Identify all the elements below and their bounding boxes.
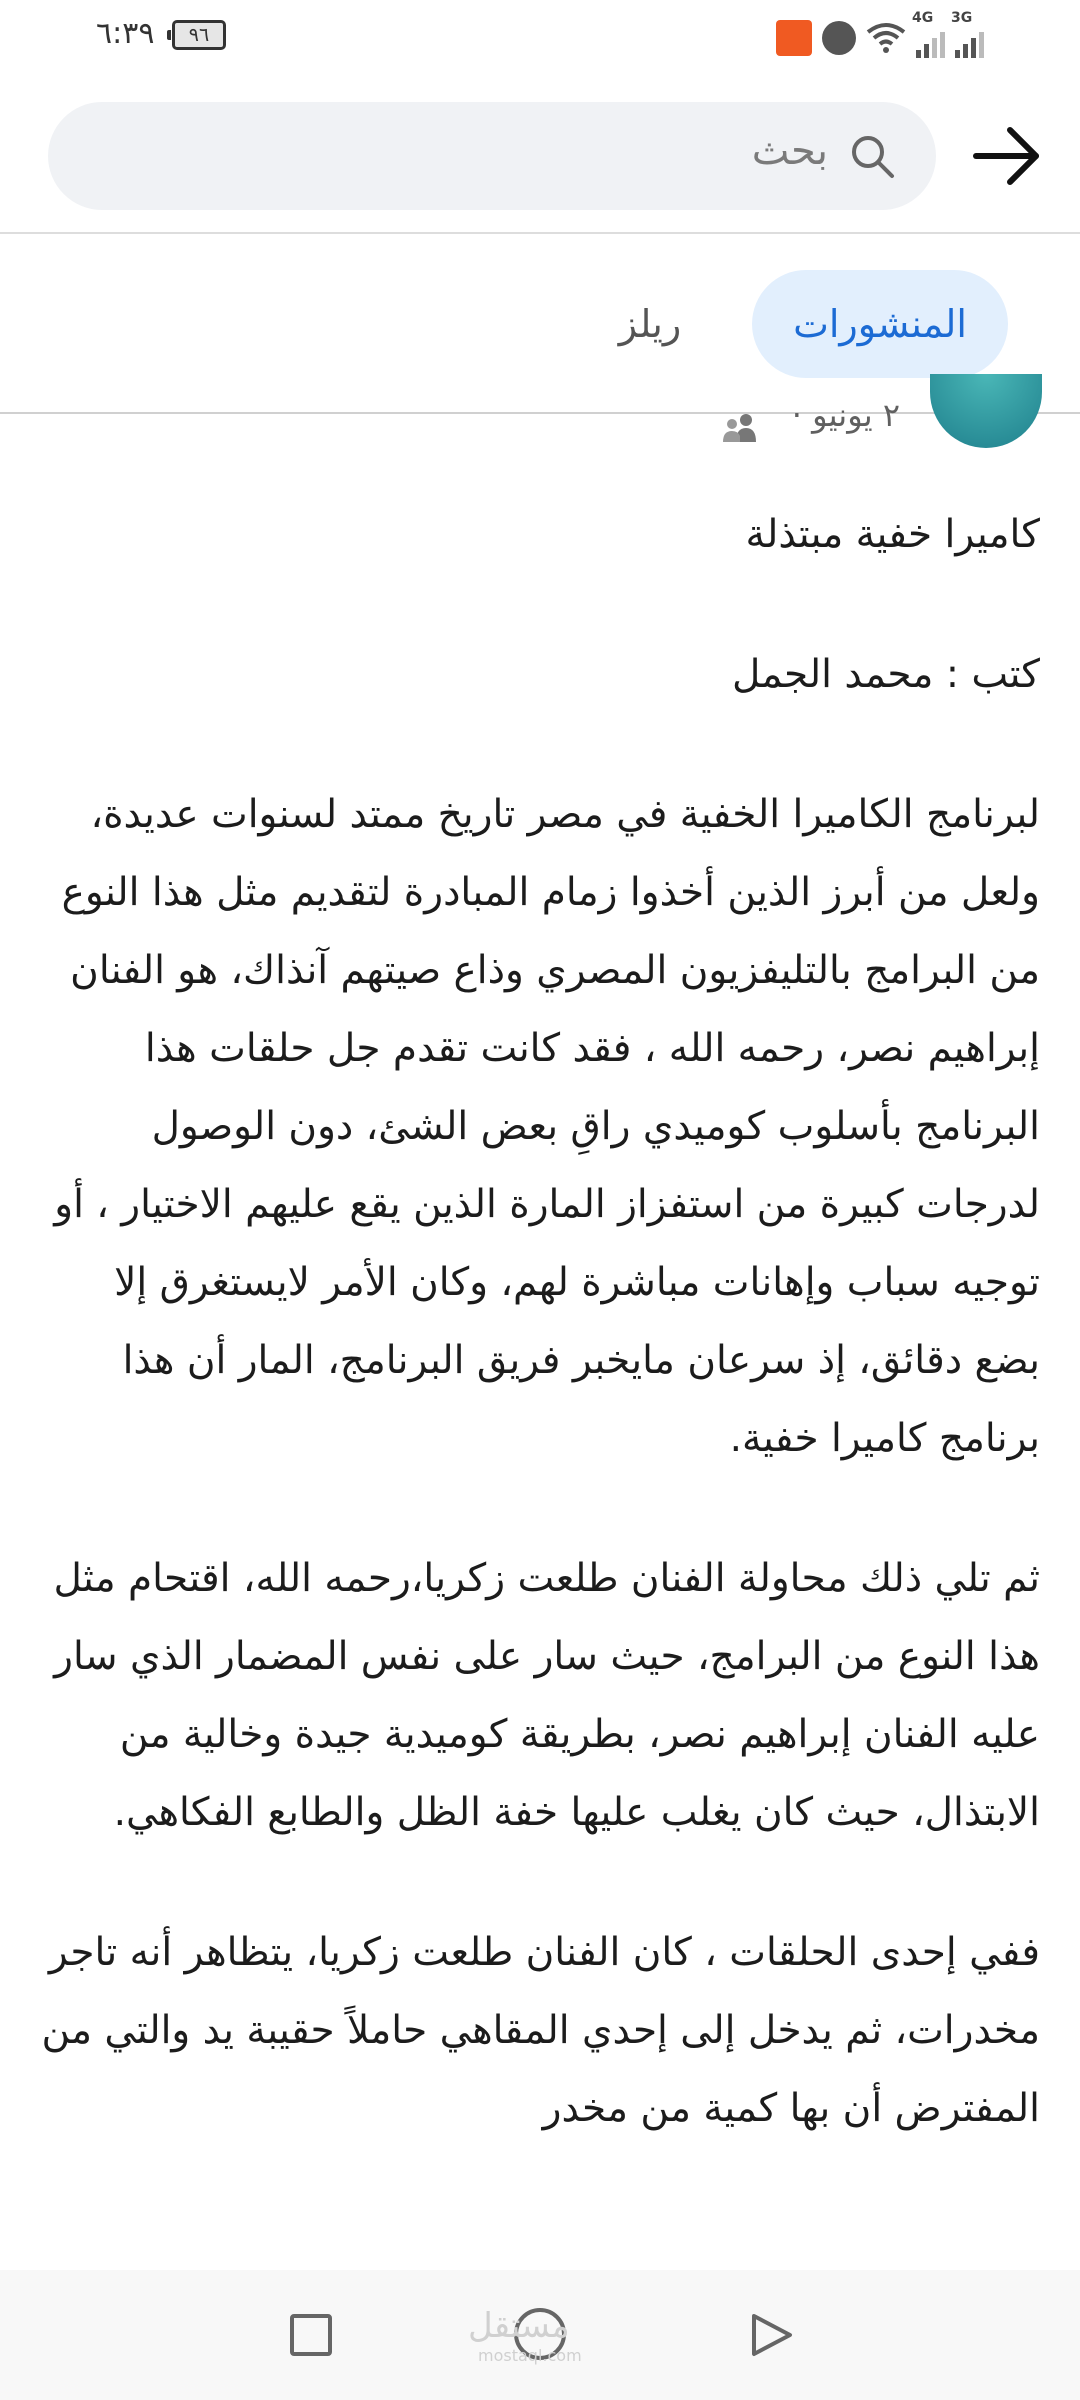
app-notification-icon xyxy=(776,20,812,56)
battery-icon: ٩٦ xyxy=(172,20,226,50)
search-placeholder: بحث xyxy=(751,128,828,174)
signal-4g-icon: 4G xyxy=(916,18,945,58)
tab-reels[interactable]: ريلز xyxy=(618,302,682,346)
friends-icon xyxy=(720,412,760,444)
avatar[interactable] xyxy=(930,374,1042,448)
watermark-url: mostaql.com xyxy=(478,2346,582,2365)
search-icon xyxy=(848,132,896,180)
post-paragraph: ففي إحدى الحلقات ، كان الفنان طلعت زكريا، يتظاهر أنه تاجر مخدرات، ثم يدخل إلى إحدي المقاهي حاملاً حقيبة يد والتي من المفترض أن بها كمية من مخدر xyxy=(41,1930,1040,2131)
back-button[interactable] xyxy=(746,2310,796,2360)
system-nav-bar xyxy=(0,2270,1080,2400)
status-time: ٦:٣٩ xyxy=(96,16,155,51)
tab-posts[interactable]: المنشورات xyxy=(752,270,1008,378)
post-paragraph: لبرنامج الكاميرا الخفية في مصر تاريخ ممتد لسنوات عديدة، ولعل من أبرز الذين أخذوا زمام المبادرة لتقديم مثل هذا النوع من البرامج بالتليفزيون المصري وذاع صيتهم آنذاك، هو الفنان إبراهيم نصر، رحمه الله ، فقد كانت تقدم جل حلقات هذا البرنامج بأسلوب كوميدي راقِ بعض الشئ، دون الوصول لدرجات كبيرة من استفزاز المارة الذين يقع عليهم الاختيار ، أو توجيه سباب وإهانات مباشرة لهم، وكان الأمر لايستغرق إلا بضع دقائق، إذ سرعان مايخبر فريق البرنامج، المار أن هذا برنامج كاميرا خفية. xyxy=(54,792,1040,1461)
post-paragraph: كتب : محمد الجمل xyxy=(731,652,1040,697)
search-input[interactable] xyxy=(48,102,936,210)
tab-bar xyxy=(0,234,1080,414)
recent-apps-button[interactable] xyxy=(290,2314,332,2356)
status-icons xyxy=(776,10,984,58)
status-bar xyxy=(0,0,1080,80)
post-body xyxy=(40,496,1040,2210)
watermark-logo: مستقل xyxy=(468,2306,570,2346)
post-paragraph: ثم تلي ذلك محاولة الفنان طلعت زكريا،رحمه الله، اقتحام مثل هذا النوع من البرامج، حيث سار على نفس المضمار الذي سار عليه الفنان إبراهيم نصر، بطريقة كوميدية جيدة وخالية من الابتذال، حيث كان يغلب عليها خفة الظل والطابع الفكاهي. xyxy=(53,1556,1040,1835)
back-arrow-icon[interactable] xyxy=(972,124,1042,188)
wifi-icon xyxy=(866,22,906,54)
post-paragraph: كاميرا خفية مبتذلة xyxy=(745,512,1040,557)
signal-3g-icon: 3G xyxy=(955,18,984,58)
search-header xyxy=(0,80,1080,234)
post-date[interactable]: ٢ يونيو · xyxy=(791,396,900,434)
recording-icon xyxy=(822,21,856,55)
